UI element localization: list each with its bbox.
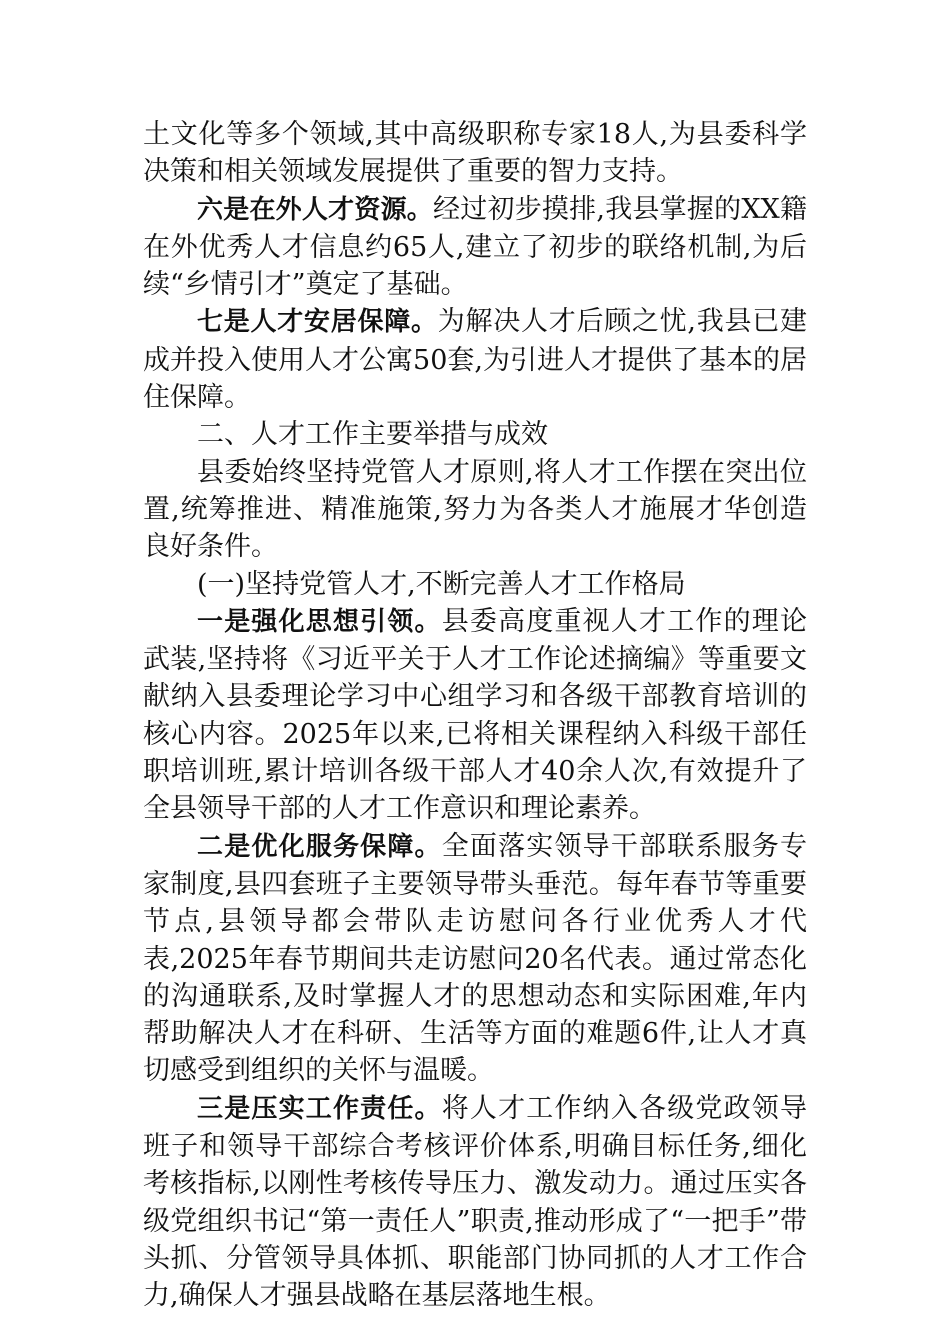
paragraph-text: 土文化等多个领域,其中高级职称专家18人,为县委科学决策和相关领域发展提供了重要的智力支持。 — [143, 119, 807, 188]
paragraph-text: 县委始终坚持党管人才原则,将人才工作摆在突出位置,统筹推进、精准施策,努力为各类人才施展才华创造良好条件。 — [143, 456, 807, 563]
paragraph-text: 经过初步摸排,我县掌握的XX籍在外优秀人才信息约65人,建立了初步的联络机制,为后续“乡情引才”奠定了基础。 — [143, 193, 807, 301]
section-heading — [143, 416, 807, 453]
paragraph-lead: 三是压实工作责任。 — [197, 1093, 442, 1124]
paragraph-intro — [143, 454, 807, 566]
paragraph-text: 将人才工作纳入各级党政领导班子和领导干部综合考核评价体系,明确目标任务,细化考核指标,以刚性考核传导压力、激发动力。通过压实各级党组织书记“第一责任人”职责,推动形成了“一把手”带头抓、分管领导具体抓、职能部门协同抓的人才工作合力,确保人才强县战略在基层落地生根。 — [143, 1092, 807, 1312]
paragraph-service-guarantee — [143, 828, 807, 1090]
paragraph-overseas-talent — [143, 191, 807, 304]
subsection-heading — [143, 566, 807, 603]
paragraph-text: 县委高度重视人才工作的理论武装,坚持将《习近平关于人才工作论述摘编》等重要文献纳入县委理论学习中心组学习和各级干部教育培训的核心内容。2025年以来,已将相关课程纳入科级干部任职培训班,累计培训各级干部人才40余人次,有效提升了全县领导干部的人才工作意识和理论素养。 — [143, 605, 807, 825]
document-page — [143, 116, 807, 1315]
paragraph-lead: 一是强化思想引领。 — [197, 606, 442, 637]
subsection-heading-text: (一)坚持党管人才,不断完善人才工作格局 — [197, 568, 686, 600]
paragraph-text: 全面落实领导干部联系服务专家制度,县四套班子主要领导带头垂范。每年春节等重要节点,县领导都会带队走访慰问各行业优秀人才代表,2025年春节期间共走访慰问20名代表。通过常态化的沟通联系,及时掌握人才的思想动态和实际困难,年内帮助解决人才在科研、生活等方面的难题6件,让人才真切感受到组织的关怀与温暖。 — [143, 830, 807, 1087]
paragraph-text: 为解决人才后顾之忧,我县已建成并投入使用人才公寓50套,为引进人才提供了基本的居住保障。 — [143, 306, 807, 414]
paragraph-responsibility — [143, 1090, 807, 1315]
paragraph-housing — [143, 303, 807, 416]
section-heading-text: 二、人才工作主要举措与成效 — [197, 419, 548, 451]
paragraph-lead: 二是优化服务保障。 — [197, 831, 442, 862]
paragraph-lead: 七是人才安居保障。 — [197, 307, 438, 338]
paragraph-lead: 六是在外人才资源。 — [197, 194, 434, 225]
paragraph-ideological-guidance — [143, 603, 807, 828]
paragraph-continuation — [143, 116, 807, 191]
